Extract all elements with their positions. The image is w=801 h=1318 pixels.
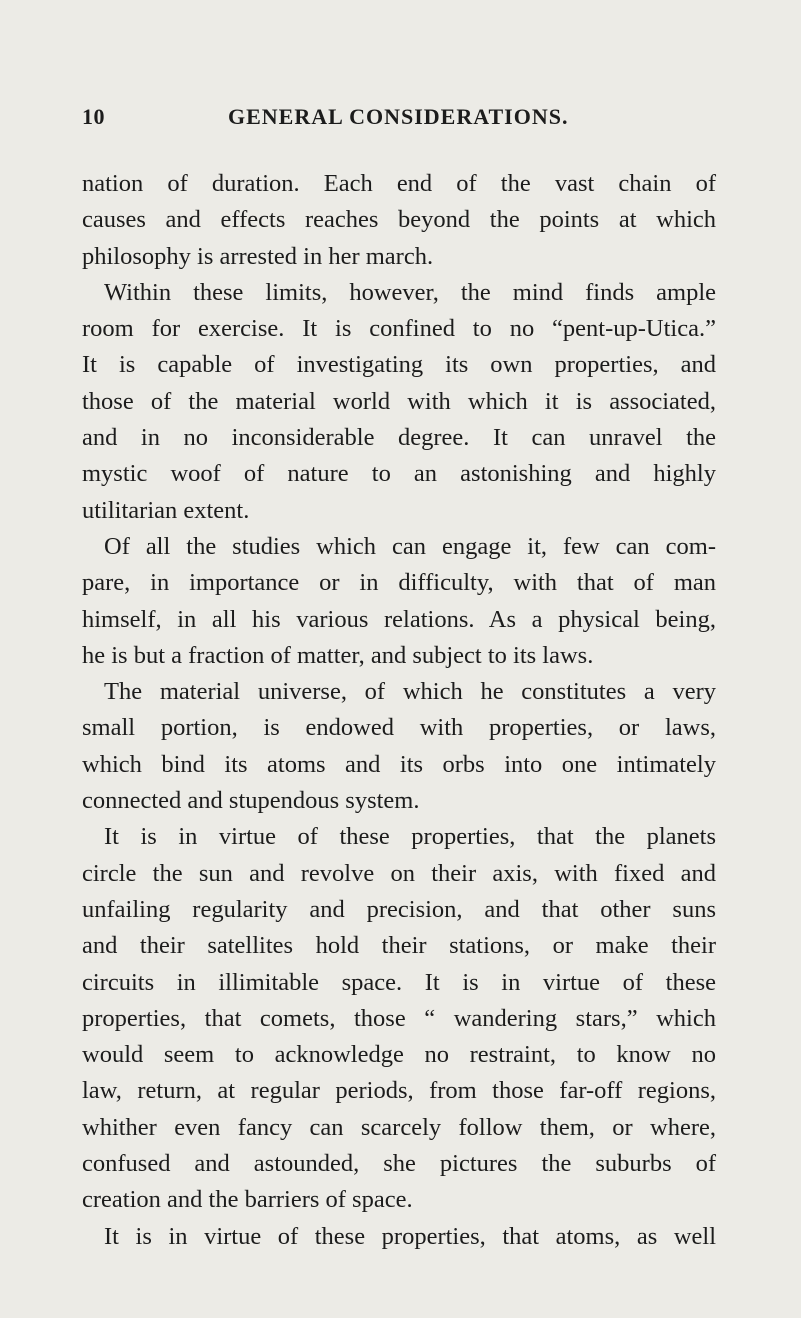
text-line: Of all the studies which can engage it, few can com- bbox=[104, 532, 716, 560]
text-line: circuits in illimitable space. It is in virtue of these bbox=[82, 968, 716, 996]
text-line: It is in virtue of these properties, that the planets bbox=[104, 823, 716, 851]
text-line: whither even fancy can scarcely follow them, or where, bbox=[82, 1113, 716, 1141]
text-line: those of the material world with which it is associated, bbox=[82, 387, 716, 415]
text-line: would seem to acknowledge no restraint, to know no bbox=[82, 1041, 716, 1069]
text-line: properties, that comets, those “ wandering stars,” which bbox=[82, 1004, 716, 1032]
running-head: GENERAL CONSIDERATIONS. bbox=[228, 104, 569, 129]
text-line: room for exercise. It is confined to no “pent-up-Utica.” bbox=[82, 315, 716, 343]
text-line: mystic woof of nature to an astonishing and highly bbox=[82, 460, 716, 488]
text-line: nation of duration. Each end of the vast chain of bbox=[82, 170, 716, 197]
text-line: pare, in importance or in difficulty, with that of man bbox=[82, 569, 716, 597]
page-header bbox=[82, 104, 722, 144]
text-line: causes and effects reaches beyond the points at which bbox=[82, 206, 716, 234]
text-line: small portion, is endowed with properties, or laws, bbox=[82, 714, 716, 742]
text-line: unfailing regularity and precision, and that other suns bbox=[82, 895, 716, 923]
text-line: connected and stupendous system. bbox=[82, 787, 420, 815]
text-line: It is capable of investigating its own properties, and bbox=[82, 351, 716, 379]
text-line: and their satellites hold their stations, or make their bbox=[82, 932, 716, 960]
text-line: and in no inconsiderable degree. It can unravel the bbox=[82, 424, 716, 452]
text-line: utilitarian extent. bbox=[82, 496, 250, 524]
text-line: confused and astounded, she pictures the suburbs of bbox=[82, 1150, 716, 1178]
text-line: which bind its atoms and its orbs into one intimately bbox=[82, 750, 716, 778]
text-line: himself, in all his various relations. As a physical being, bbox=[82, 605, 716, 633]
text-line: law, return, at regular periods, from those far-off regions, bbox=[82, 1077, 716, 1105]
page-number: 10 bbox=[82, 104, 105, 129]
text-line: creation and the barriers of space. bbox=[82, 1186, 413, 1214]
text-line: circle the sun and revolve on their axis, with fixed and bbox=[82, 859, 716, 887]
text-line: Within these limits, however, the mind finds ample bbox=[104, 278, 716, 306]
text-line: The material universe, of which he constitutes a very bbox=[104, 678, 716, 706]
text-line: he is but a fraction of matter, and subject to its laws. bbox=[82, 641, 594, 669]
body-text bbox=[82, 166, 716, 1255]
text-line: It is in virtue of these properties, that atoms, as well bbox=[104, 1222, 716, 1250]
text-line: philosophy is arrested in her march. bbox=[82, 242, 434, 270]
